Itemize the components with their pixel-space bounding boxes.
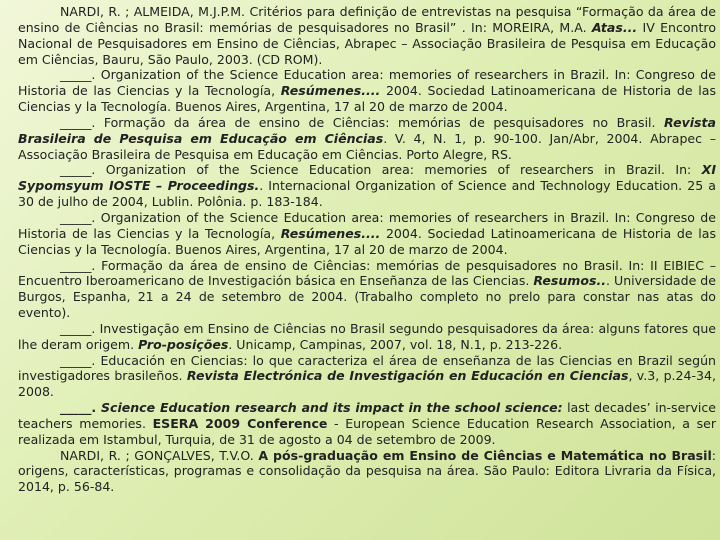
reference-bold-text: ESERA 2009 Conference bbox=[152, 415, 328, 431]
reference-entry bbox=[18, 400, 716, 448]
reference-list bbox=[18, 4, 716, 495]
reference-text: _____. Organization of the Science Education area: memories of researchers in Brazil. In: Congreso de Historia de las Ciencias y la Tecnología, bbox=[18, 209, 716, 241]
reference-bold-text: _____. bbox=[60, 400, 101, 416]
reference-text: : origens, características, programas e consolidação da pesquisa na área. São Paulo: Editora Livraria da Física, 2014, p. 56-84. bbox=[18, 447, 716, 495]
reference-text: , v.3, p.24-34, 2008. bbox=[18, 368, 716, 400]
reference-text: NARDI, R. ; ALMEIDA, M.J.P.M. Critérios para definição de entrevistas na pesquisa “Formação da área de ensino de Ciências no Brasil: memórias de pesquisadores no Brasil” . In: MOREIRA, M.A. bbox=[18, 4, 716, 35]
reference-text: . Universidade de Burgos, Espanha, 21 a 24 de setembro de 2004. (Trabalho completo no prelo para constar nas atas do evento). bbox=[18, 273, 716, 321]
reference-text: _____. Formação da área de ensino de Ciências: memórias de pesquisadores no Brasil. bbox=[60, 114, 665, 130]
reference-title: Pro-posições bbox=[138, 336, 229, 352]
reference-title: XI Sypomsyum IOSTE – Proceedings. bbox=[18, 162, 716, 194]
reference-entry bbox=[18, 210, 716, 258]
reference-text: _____. Organization of the Science Education area: memories of researchers in Brazil. In: Congreso de Historia de las Ciencias y la Tecnología, bbox=[18, 67, 716, 99]
reference-title: Atas... bbox=[591, 19, 638, 35]
reference-text: IV Encontro Nacional de Pesquisadores em Ensino de Ciências, Abrapec – Associação Brasileira de Pesquisa em Educação em Ciências, Bauru, São Paulo, 2003. (CD ROM). bbox=[18, 19, 716, 67]
reference-title: Revista Electrónica de Investigación en Educación en Ciencias bbox=[186, 368, 629, 384]
reference-title: Resúmenes.... bbox=[280, 83, 381, 99]
reference-entry bbox=[18, 115, 716, 163]
reference-entry bbox=[18, 448, 716, 496]
reference-entry bbox=[18, 353, 716, 401]
reference-text: last decades’ in-service teachers memories. bbox=[18, 400, 716, 431]
reference-bold-text: A pós-graduação em Ensino de Ciências e Matemática no Brasil bbox=[258, 447, 712, 463]
reference-title: Resumos.. bbox=[533, 273, 607, 289]
reference-text: - European Science Education Research Association, a ser realizada em Istambul, Turquia, de 31 de agosto a 04 de setembro de 2009. bbox=[18, 415, 716, 447]
reference-text: _____. Organization of the Science Education area: memories of researchers in Brazil. In: bbox=[60, 162, 702, 178]
reference-text: . Internacional Organization of Science and Technology Education. 25 a 30 de julho de 2004, Lublin. Polônia. p. 183-184. bbox=[18, 178, 716, 210]
reference-entry bbox=[18, 321, 716, 353]
reference-text: . V. 4, N. 1, p. 90-100. Jan/Abr, 2004. Abrapec – Associação Brasileira de Pesquisa em Educação em Ciências. Porto Alegre, RS. bbox=[18, 130, 716, 162]
reference-text: _____. Investigação em Ensino de Ciências no Brasil segundo pesquisadores da área: alguns fatores que lhe deram origem. bbox=[18, 320, 716, 352]
reference-entry bbox=[18, 162, 716, 210]
reference-title: Revista Brasileira de Pesquisa em Educação em Ciências bbox=[18, 114, 716, 146]
reference-text: NARDI, R. ; GONÇALVES, T.V.O. bbox=[60, 447, 259, 463]
reference-text: . Unicamp, Campinas, 2007, vol. 18, N.1, p. 213-226. bbox=[228, 336, 563, 352]
reference-text: _____. Educación en Ciencias: lo que caracteriza el área de enseñanza de las Ciencias en Brazil según investigadores brasileños. bbox=[18, 352, 716, 384]
reference-title: Science Education research and its impact in the school science: bbox=[100, 400, 563, 416]
reference-title: Resúmenes.... bbox=[280, 225, 381, 241]
reference-text: 2004. Sociedad Latinoamericana de Historia de las Ciencias y la Tecnología. Buenos Aires, Argentina, 17 al 20 de marzo de 2004. bbox=[18, 225, 716, 257]
reference-entry bbox=[18, 4, 716, 67]
reference-text: 2004. Sociedad Latinoamericana de Historia de las Ciencias y la Tecnología. Buenos Aires, Argentina, 17 al 20 de marzo de 2004. bbox=[18, 83, 716, 115]
reference-entry bbox=[18, 258, 716, 321]
reference-text: _____. Formação da área de ensino de Ciências: memórias de pesquisadores no Brasil. In: II EIBIEC – Encuentro Iberoamericano de Investigación básica en Enseñanza de las Ciencias. bbox=[18, 257, 716, 289]
reference-entry bbox=[18, 67, 716, 115]
